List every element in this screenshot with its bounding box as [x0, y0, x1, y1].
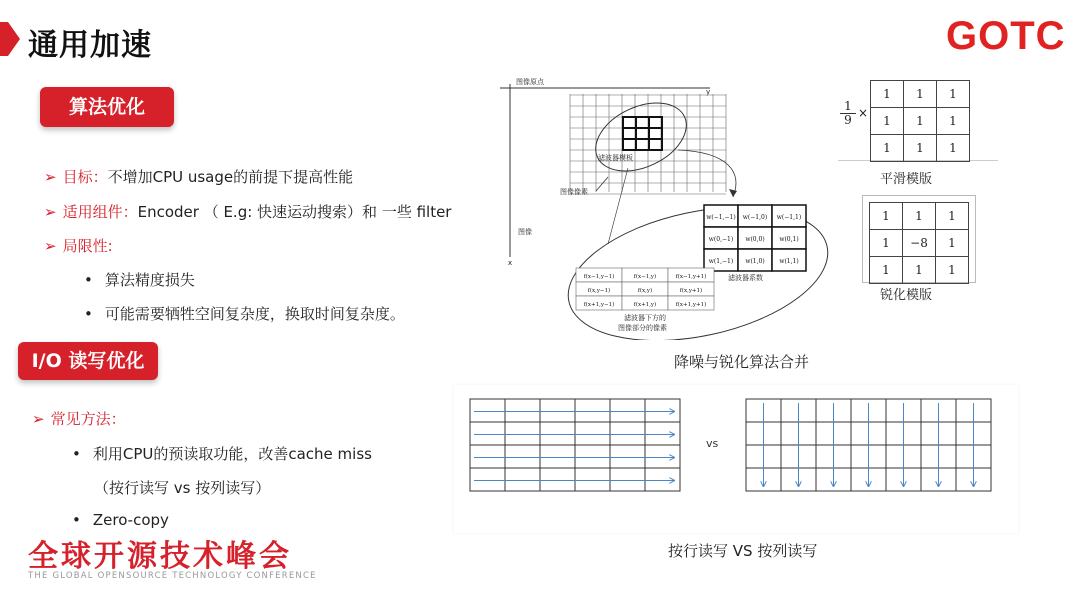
times-sign: ×: [858, 106, 869, 120]
coefficient-value: w(−1,0): [742, 214, 768, 221]
sharpen-template-panel: [862, 195, 976, 283]
pixel-value: f(x+1,y+1): [675, 302, 707, 308]
pixel-value: f(x−1,y+1): [675, 274, 707, 280]
component-bullet: [44, 201, 451, 222]
coefficient-value: w(0,−1): [708, 236, 734, 243]
x-axis-label: x: [508, 259, 513, 267]
sharpen-caption: 锐化模版: [880, 288, 933, 303]
pixel-value: f(x−1,y): [633, 274, 657, 280]
io-section-pill: I/O 读写优化: [18, 342, 158, 380]
vs-label: vs: [706, 437, 719, 450]
coefficient-label: 滤波器系数: [728, 274, 763, 282]
origin-label: 图像原点: [516, 78, 544, 86]
conference-name-en: THE GLOBAL OPENSOURCE TECHNOLOGY CONFERENCE: [28, 571, 317, 581]
limit-label: 局限性:: [62, 237, 113, 255]
limit-bullet: [44, 235, 113, 256]
coefficient-value: w(−1,−1): [706, 214, 736, 221]
dot-bullet-icon: •: [84, 305, 93, 323]
column-major-grid: [746, 399, 991, 491]
filter-diagram-panel: [478, 72, 830, 340]
dot-bullet-icon: •: [72, 511, 81, 529]
pixel-value: f(x+1,y−1): [583, 302, 615, 308]
goal-bullet: [44, 166, 353, 187]
pixels-label-2: 图像部分的像素: [618, 324, 667, 332]
limit-item: • 可能需要牺牲空间复杂度，换取时间复杂度。: [84, 305, 405, 323]
limit-item: • 算法精度损失: [84, 271, 195, 289]
filter-template-box: [623, 117, 662, 150]
row-major-grid: [470, 399, 680, 491]
pixel-label: 图像像素: [560, 188, 588, 196]
io-item: • Zero-copy: [72, 511, 169, 529]
pixel-value-grid: [576, 268, 714, 310]
dot-bullet-icon: •: [72, 445, 81, 463]
title-accent-chevron: [0, 22, 20, 56]
smooth-template-panel: [838, 74, 998, 161]
pixel-value: f(x−1,y−1): [583, 274, 615, 280]
component-label: 适用组件：: [62, 203, 138, 221]
smooth-template-grid: 1 1 1 1 1 1 1 1 1: [870, 80, 970, 162]
sharpen-template-grid: 1 1 1 1 −8 1 1 1 1: [869, 202, 969, 284]
image-label: 图像: [518, 228, 532, 236]
arrow-bullet-icon: ➢: [44, 237, 57, 255]
filter-coefficient-grid: [704, 205, 806, 271]
arrow-bullet-icon: ➢: [44, 203, 57, 221]
slide-title: 通用加速: [28, 28, 152, 63]
coefficient-value: w(1,−1): [708, 258, 734, 265]
pixel-value: f(x,y−1): [587, 288, 611, 294]
goal-text: 不增加CPU usage的前提下提高性能: [107, 168, 354, 186]
goal-label: 目标：: [62, 168, 108, 186]
y-axis-label: y: [706, 88, 711, 96]
pixel-value: f(x,y+1): [679, 288, 703, 294]
gotc-logo: GOTC: [946, 14, 1066, 58]
coefficient-value: w(1,0): [745, 258, 765, 265]
coefficient-value: w(−1,1): [776, 214, 802, 221]
coefficient-value: w(0,1): [779, 236, 799, 243]
pixel-value: f(x+1,y): [633, 302, 657, 308]
arrow-bullet-icon: ➢: [32, 410, 45, 428]
coefficient-value: w(0,0): [745, 236, 765, 243]
filter-diagram: [478, 72, 830, 340]
coefficient-value: w(1,1): [779, 258, 799, 265]
rowcol-caption: 按行读写 VS 按列读写: [668, 542, 818, 560]
method-bullet: [32, 408, 126, 429]
smooth-caption: 平滑模版: [880, 172, 933, 187]
pixel-value: f(x,y): [637, 288, 653, 294]
arrow-bullet-icon: ➢: [44, 168, 57, 186]
template-label: 滤波器模板: [598, 154, 633, 162]
io-item: • 利用CPU的预读取功能，改善cache miss: [72, 445, 372, 463]
io-item-sub: （按行读写 vs 按列读写）: [94, 479, 271, 497]
component-text: Encoder （ E.g: 快速运动搜索）和 一些 filter: [137, 203, 452, 221]
merge-caption: 降噪与锐化算法合并: [674, 353, 810, 371]
method-label: 常见方法：: [50, 410, 126, 428]
row-col-diagram: [454, 385, 1018, 533]
row-col-panel: [454, 385, 1018, 533]
dot-bullet-icon: •: [84, 271, 93, 289]
conference-name: 全球开源技术峰会: [28, 539, 292, 574]
pixels-label-1: 滤波器下方的: [624, 314, 666, 322]
smooth-fraction: 1 9: [840, 100, 856, 127]
algo-section-pill: 算法优化: [40, 87, 174, 127]
